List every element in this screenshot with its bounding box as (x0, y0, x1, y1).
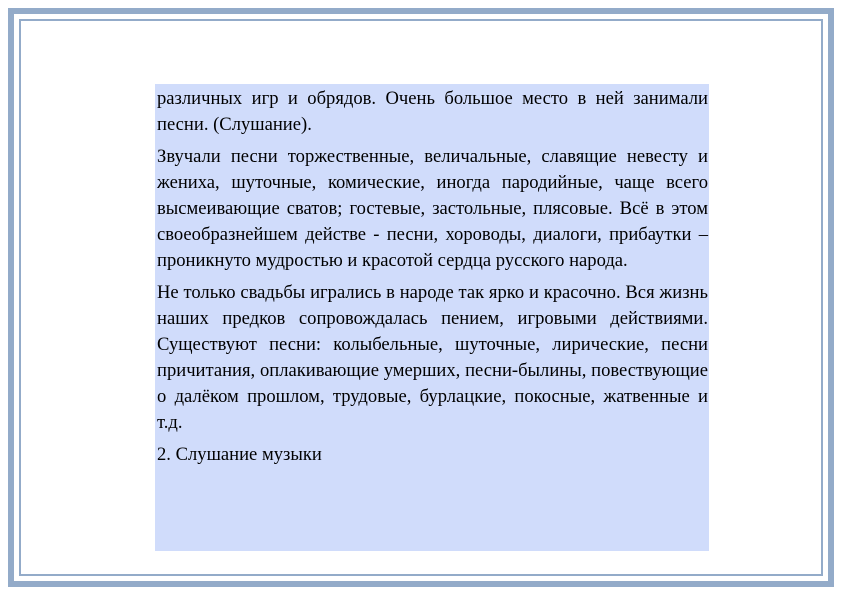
text-box (155, 84, 709, 551)
paragraph-intro: различных игр и обрядов. Очень большое место в ней занимали песни. (Слушание). (157, 88, 708, 135)
paragraph-wedding-songs: Звучали песни торжественные, величальные, славящие невесту и жениха, шуточные, комические, иногда пародийные, чаще всего высмеивающие сватов; гостевые, застольные, плясовые. Всё в этом своеобразнейшем действе - песни, хороводы, диалоги, прибаутки – проникнуто мудростью и красотой сердца русского народа. (157, 146, 708, 271)
paragraph-song-genres: Не только свадьбы игрались в народе так ярко и красочно. Вся жизнь наших предков сопровождалась пением, игровыми действиями. Существуют песни: колыбельные, шуточные, лирические, песни причитания, оплакивающие умерших, песни-былины, повествующие о далёком прошлом, трудовые, бурлацкие, покосные, жатвенные и т.д. (157, 282, 708, 433)
paragraph-listening-heading: 2. Слушание музыки (157, 444, 322, 465)
